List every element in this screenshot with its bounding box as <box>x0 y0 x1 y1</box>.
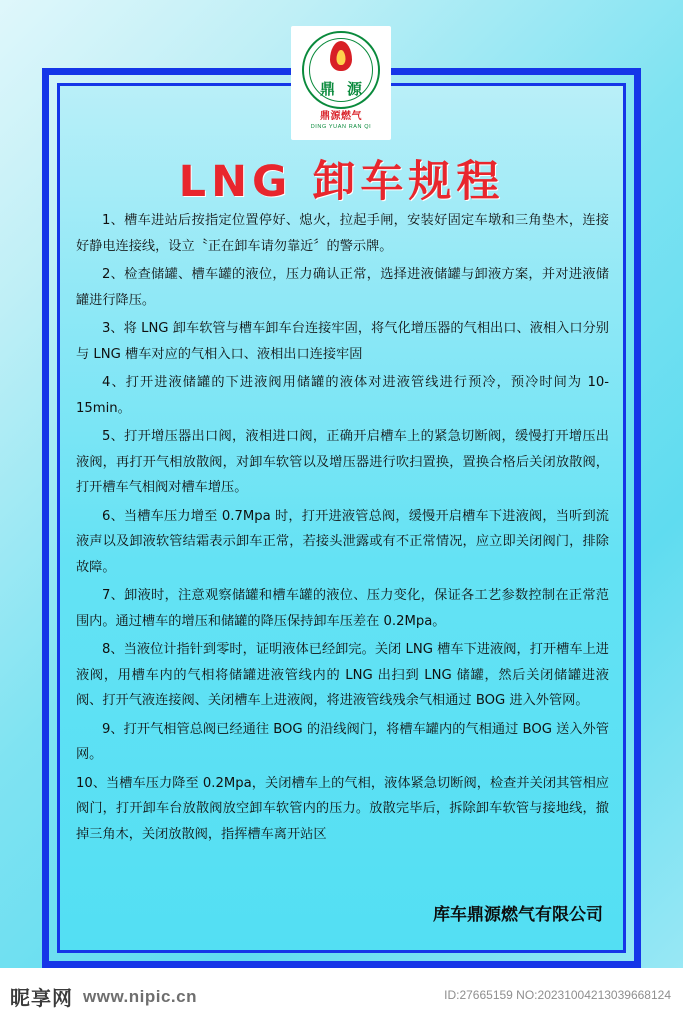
procedure-list <box>76 208 609 850</box>
logo-circle-icon <box>302 31 380 109</box>
page-title: LNG 卸车规程 <box>178 157 505 207</box>
list-item: 9、打开气相管总阀已经通往 BOG 的沿线阀门，将槽车罐内的气相通过 BOG 送入外管网。 <box>76 721 609 762</box>
footer-brand <box>10 982 197 1011</box>
logo-company-pinyin: DING YUAN RAN QI <box>310 124 372 130</box>
list-item: 5、打开增压器出口阀，液相进口阀，正确开启槽车上的紧急切断阀，缓慢打开增压出液阀，再打开气相放散阀，对卸车软管以及增压器进行吹扫置换，置换合格后关闭放散阀，打开槽车气相阀对槽车增压。 <box>76 429 609 495</box>
image-id-text: ID:27665159 NO:20231004213039668124 <box>444 988 671 1002</box>
list-item: 6、当槽车压力增至 0.7Mpa 时，打开进液管总阀，缓慢开启槽车下进液阀，当听到流液声以及卸液软管结霜表示卸车正常，若接头泄露或有不正常情况，应立即关闭阀门，排除故障。 <box>76 508 609 575</box>
list-item: 10、当槽车压力降至 0.2Mpa，关闭槽车上的气相，液体紧急切断阀，检查并关闭其管相应阀门，打开卸车台放散阀放空卸车软管内的压力。放散完毕后，拆除卸车软管与接地线，撤掉三角木，关闭放散阀，指挥槽车离开站区 <box>76 775 609 842</box>
flame-icon <box>330 41 352 71</box>
list-item: 7、卸液时，注意观察储罐和槽车罐的液位、压力变化，保证各工艺参数控制在正常范围内。通过槽车的增压和储罐的降压保持卸车压差在 0.2Mpa。 <box>76 588 609 629</box>
site-url[interactable]: www.nipic.cn <box>83 986 197 1006</box>
company-logo <box>291 26 391 140</box>
logo-chars: 鼎源 <box>319 81 374 98</box>
site-logo-text: 昵享网 <box>10 986 73 1010</box>
list-item: 4、打开进液储罐的下进液阀用储罐的液体对进液管线进行预冷，预冷时间为 10-15min。 <box>76 375 609 416</box>
list-item: 3、将 LNG 卸车软管与槽车卸车台连接牢固，将气化增压器的气相出口、液相入口分别与 LNG 槽车对应的气相入口、液相出口连接牢固 <box>76 321 609 362</box>
logo-company-name: 鼎源燃气 <box>320 111 362 122</box>
list-item: 1、槽车进站后按指定位置停好、熄火，拉起手闸，安装好固定车墩和三角垫木，连接好静电连接线，设立〝正在卸车请勿靠近〞的警示牌。 <box>76 213 609 254</box>
list-item: 8、当液位计指针到零时，证明液体已经卸完。关闭 LNG 槽车下进液阀，打开槽车上进液阀，用槽车内的气相将储罐进液管线内的 LNG 出扫到 LNG 储罐，然后关闭储罐进液阀、打开气液连接阀、关闭槽车上进液阀，将进液管线残余气相通过 BOG 进入外管网。 <box>76 642 609 708</box>
list-item: 2、检查储罐、槽车罐的液位，压力确认正常，选择进液储罐与卸液方案，并对进液储罐进行降压。 <box>76 267 609 308</box>
watermark-footer <box>0 968 683 1024</box>
company-signature: 库车鼎源燃气有限公司 <box>433 905 603 925</box>
